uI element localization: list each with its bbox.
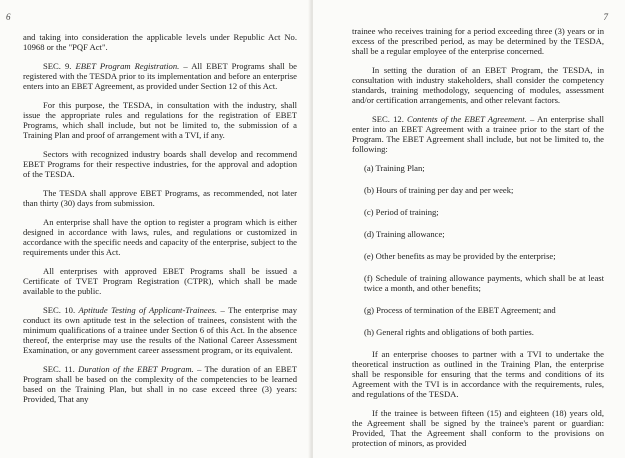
paragraph: and taking into consideration the applicable levels under Republic Act No. 10968 or the "PQF Act". [23, 32, 297, 52]
paragraph: All enterprises with approved EBET Programs shall be issued a Certificate of TVET Program Registration (CTPR), which shall be made available to the public. [23, 266, 297, 296]
section-number: SEC. 11. [43, 364, 75, 374]
paragraph: If an enterprise chooses to partner with a TVI to undertake the theoretical instruction as outlined in the Training Plan, the enterprise shall be responsible for ensuring that the terms and conditions of its Agreement with the TVI is in accordance with the requirements, rules, and regulations of the TESDA. [352, 349, 604, 399]
page-number: 6 [6, 12, 11, 22]
paragraph: For this purpose, the TESDA, in consultation with the industry, shall issue the appropriate rules and regulations for the registration of EBET Programs, which shall include, but not be limited to, the submission of a Training Plan and proof of arrangement with a TVI, if any. [23, 100, 297, 140]
list-item: (c) Period of training; [364, 207, 439, 217]
list-item: (g) Process of termination of the EBET Agreement; and [364, 305, 556, 315]
paragraph: The TESDA shall approve EBET Programs, as recommended, not later than thirty (30) days from submission. [23, 188, 297, 208]
list-item: (a) Training Plan; [364, 163, 425, 173]
section-number: SEC. 9. [43, 61, 72, 71]
section-title: Aptitude Testing of Applicant-Trainees. [78, 305, 218, 315]
section-11 [23, 364, 297, 404]
section-number: SEC. 12. [372, 114, 404, 124]
right-page [313, 0, 625, 458]
list-item: (h) General rights and obligations of both parties. [364, 327, 534, 337]
paragraph: If the trainee is between fifteen (15) and eighteen (18) years old, the Agreement shall be signed by the trainee's parent or guardian: Provided, That the Agreement shall conform to the provisions on protection of minors, as provided [352, 408, 604, 448]
list-item: (b) Hours of training per day and per week; [364, 185, 514, 195]
paragraph: Sectors with recognized industry boards shall develop and recommend EBET Programs for their respective industries, for the approval and adoption of the TESDA. [23, 149, 297, 179]
section-title: Duration of the EBET Program. [78, 364, 194, 374]
list-item: (d) Training allowance; [364, 229, 445, 239]
list-item: (e) Other benefits as may be provided by the enterprise; [364, 251, 556, 261]
paragraph: In setting the duration of an EBET Program, the TESDA, in consultation with industry stakeholders, shall consider the competency standards, training methodology, sequencing of modules, assessment and/or certification arrangements, and other relevant factors. [352, 65, 604, 105]
left-page [0, 0, 311, 458]
page-number: 7 [603, 12, 608, 22]
section-text: – The duration of an EBET Program shall be based on the complexity of the competencies to be learned based on the Training Plan, but shall in no case exceed three (3) years: Provided, That any [23, 364, 297, 404]
section-title: Contents of the EBET Agreement. [407, 114, 527, 124]
section-text: – All EBET Programs shall be registered with the TESDA prior to its implementation and before an enterprise enters into an EBET Agreement, as provided under Section 12 of this Act. [23, 61, 297, 91]
section-number: SEC. 10. [43, 305, 76, 315]
paragraph: An enterprise shall have the option to register a program which is either designed in accordance with laws, rules, and regulations or customized in accordance with the specific needs and capacity of the enterprise, subject to the requirements under this Act. [23, 217, 297, 257]
paragraph: trainee who receives training for a period exceeding three (3) years or in excess of the prescribed period, as may be determined by the TESDA, shall be a regular employee of the enterprise concerned. [352, 26, 604, 56]
section-12 [352, 114, 604, 154]
list-item: (f) Schedule of training allowance payments, which shall be at least twice a month, and other benefits; [364, 273, 604, 293]
section-10 [23, 305, 297, 355]
section-title: EBET Program Registration. [75, 61, 180, 71]
section-text: – The enterprise may conduct its own aptitude test in the selection of trainees, consistent with the minimum qualifications of a trainee under Section 6 of this Act. In the absence thereof, the enterprise may use the results of the National Career Assessment Examination, or any government career assessment program, or its equivalent. [23, 305, 297, 355]
section-9 [23, 61, 297, 91]
section-text: – An enterprise shall enter into an EBET Agreement with a trainee prior to the start of the Program. The EBET Agreement shall include, but not be limited to, the following: [352, 114, 604, 154]
